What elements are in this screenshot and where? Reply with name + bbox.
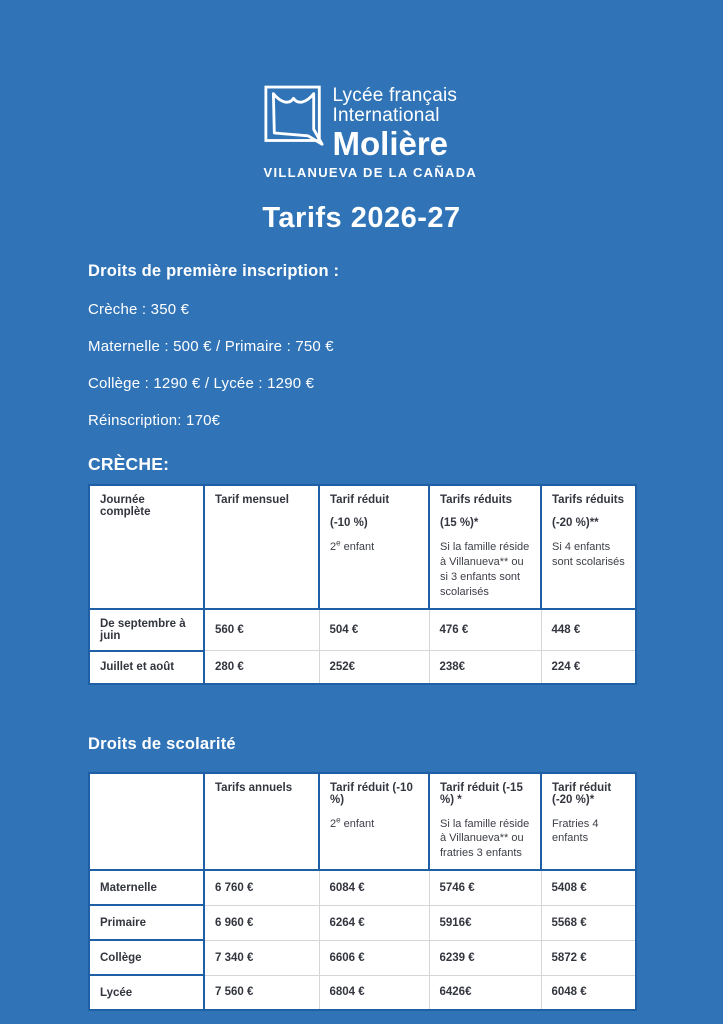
column-title: Tarif réduit — [330, 494, 390, 507]
column-title: Tarif mensuel — [215, 494, 289, 507]
scolarite-tariff-table — [88, 772, 637, 1012]
column-note: Si la famille réside à Villanueva** ou si 3 enfants sont scolarisés — [440, 541, 530, 598]
note-superscript: e — [336, 814, 341, 824]
table-cell: 504 € — [319, 609, 429, 651]
table-cell: 5872 € — [541, 940, 636, 975]
table-cell: 6264 € — [319, 905, 429, 940]
column-title: Tarifs réduits — [552, 494, 624, 507]
row-label: Collège — [89, 940, 204, 975]
table-cell: 448 € — [541, 609, 636, 651]
column-subtitle: (-20 %)** — [552, 517, 599, 530]
table-cell: 6426€ — [429, 975, 541, 1010]
note-text: 2 — [330, 817, 337, 830]
column-note: Si la famille réside à Villanueva** ou fratries 3 enfants — [440, 817, 530, 860]
scolarite-col-empty — [89, 773, 204, 871]
column-title: Tarif réduit (-15 %) * — [440, 781, 523, 806]
school-logo — [263, 0, 478, 181]
content — [88, 262, 635, 1011]
creche-heading: CRÈCHE: — [88, 454, 170, 475]
row-label: Lycée — [89, 975, 204, 1010]
note-text: 2 — [330, 541, 337, 554]
column-title: Tarif réduit (-20 %)* — [552, 781, 612, 806]
row-label: Maternelle — [89, 870, 204, 905]
table-cell: 6804 € — [319, 975, 429, 1010]
table-cell: 560 € — [204, 609, 319, 651]
scolarite-header-row — [89, 773, 636, 871]
table-cell: 7 340 € — [204, 940, 319, 975]
note-text: enfant — [340, 817, 375, 830]
inscription-heading: Droits de première inscription : — [88, 262, 340, 281]
logo-line-3: Molière — [332, 125, 449, 163]
table-cell: 280 € — [204, 651, 319, 684]
inscription-line-creche: Crèche : 350 € — [88, 301, 190, 319]
column-title: Tarifs réduits — [440, 494, 512, 507]
note-text: enfant — [340, 541, 375, 554]
table-row — [89, 975, 636, 1010]
table-cell: 5916€ — [429, 905, 541, 940]
table-cell: 252€ — [319, 651, 429, 684]
table-row — [89, 609, 636, 651]
column-subtitle: (15 %)* — [440, 517, 479, 530]
column-subtitle: (-10 %) — [330, 517, 368, 530]
table-cell: 5568 € — [541, 905, 636, 940]
logo-line-1: Lycée français — [332, 85, 458, 106]
creche-col-journee — [89, 485, 204, 608]
scolarite-col-annuels — [204, 773, 319, 871]
creche-col-reduit-15 — [429, 485, 541, 608]
scolarite-col-reduit-15 — [429, 773, 541, 871]
column-title: Journée complète — [100, 494, 151, 519]
scolarite-col-reduit-10 — [319, 773, 429, 871]
table-row — [89, 870, 636, 905]
scolarite-col-reduit-20 — [541, 773, 636, 871]
inscription-line-maternelle: Maternelle : 500 € / Primaire : 750 € — [88, 338, 334, 356]
column-note — [330, 814, 418, 832]
creche-col-mensuel — [204, 485, 319, 608]
row-label: De septembre à juin — [89, 609, 204, 651]
logo-line-2: International — [332, 105, 440, 127]
column-title: Tarif réduit (-10 %) — [330, 781, 413, 806]
scolarite-heading: Droits de scolarité — [88, 734, 236, 753]
column-note — [330, 540, 418, 555]
table-cell: 5408 € — [541, 870, 636, 905]
table-cell: 224 € — [541, 651, 636, 684]
creche-col-reduit-10 — [319, 485, 429, 608]
creche-col-reduit-20 — [541, 485, 636, 608]
table-cell: 238€ — [429, 651, 541, 684]
inscription-line-reinscription: Réinscription: 170€ — [88, 412, 221, 430]
table-row — [89, 905, 636, 940]
column-title: Tarifs annuels — [215, 781, 293, 794]
open-book-logo-icon — [264, 84, 324, 152]
table-cell: 6 960 € — [204, 905, 319, 940]
page-title: Tarifs 2026-27 — [262, 202, 461, 235]
table-cell: 476 € — [429, 609, 541, 651]
inscription-line-college: Collège : 1290 € / Lycée : 1290 € — [88, 375, 315, 393]
table-cell: 5746 € — [429, 870, 541, 905]
logo-city-line: VILLANUEVA DE LA CAÑADA — [263, 165, 478, 181]
logo-wordmark — [332, 84, 458, 163]
table-row — [89, 651, 636, 684]
table-row — [89, 940, 636, 975]
table-cell: 6239 € — [429, 940, 541, 975]
creche-tariff-table — [88, 484, 637, 684]
column-note: Si 4 enfants sont scolarisés — [552, 541, 625, 569]
note-superscript: e — [336, 538, 341, 548]
row-label: Primaire — [89, 905, 204, 940]
row-label: Juillet et août — [89, 651, 204, 684]
table-cell: 7 560 € — [204, 975, 319, 1010]
creche-header-row — [89, 485, 636, 608]
table-cell: 6606 € — [319, 940, 429, 975]
table-cell: 6048 € — [541, 975, 636, 1010]
table-cell: 6084 € — [319, 870, 429, 905]
table-cell: 6 760 € — [204, 870, 319, 905]
column-note: Fratries 4 enfants — [552, 817, 599, 845]
logo-row — [264, 84, 460, 163]
